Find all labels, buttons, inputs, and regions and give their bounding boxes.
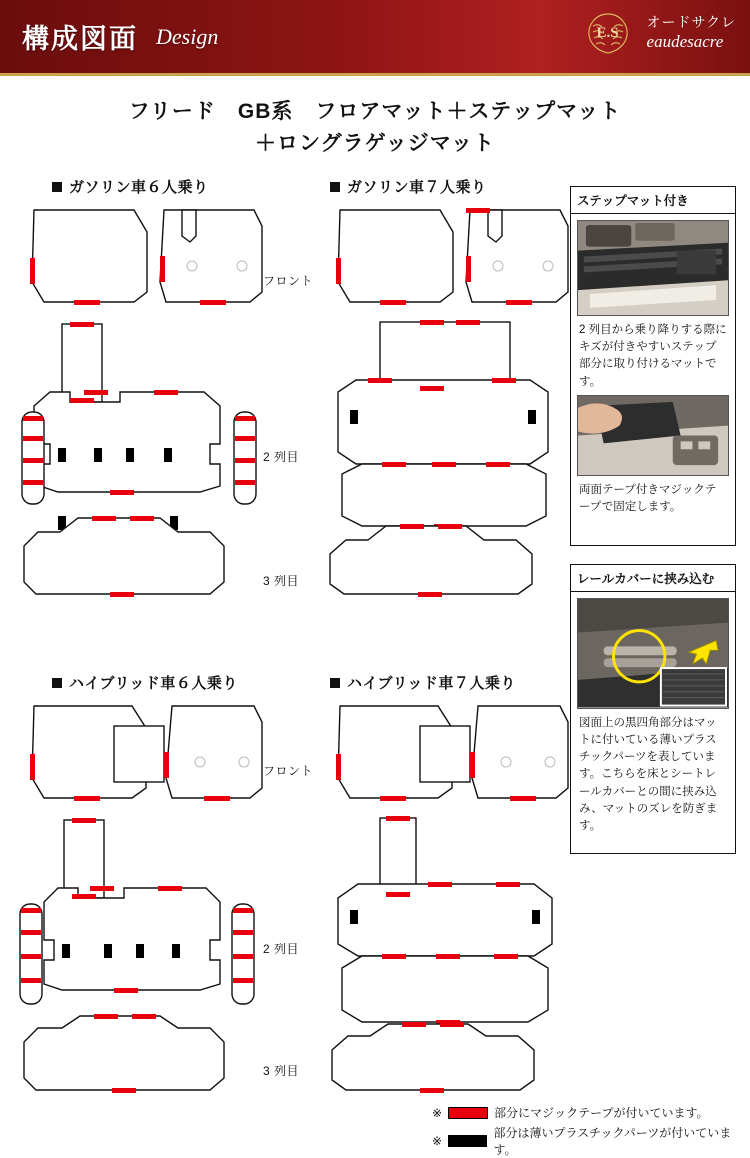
bullet-square-icon — [52, 182, 62, 192]
product-title-line2: ＋ロングラゲッジマット — [255, 131, 495, 155]
car-step-photo — [577, 220, 729, 316]
bullet-square-icon — [52, 678, 62, 688]
bullet-square-icon — [330, 678, 340, 688]
hand-holding-mat-photo — [577, 395, 729, 476]
row-label-front-gas6: フロント — [263, 274, 314, 288]
diagram-gas6 — [14, 196, 264, 616]
footnote-text: 部分は薄いプラスチックパーツが付いています。 — [493, 1126, 732, 1157]
section-label-gas7 — [330, 176, 487, 197]
brand-logo — [579, 8, 736, 58]
diagram-hybrid7 — [320, 692, 570, 1112]
panel-rail-cover-heading: レールカバーに挟み込む — [571, 565, 735, 592]
diagram-gas7 — [320, 196, 570, 616]
swatch-red — [448, 1107, 488, 1119]
product-title-line1: フリード GB系 フロアマット＋ステップマット — [128, 100, 622, 123]
panel-rail-cover-text: 図面上の黒四角部分はマットに付いている薄いプラスチックパーツを表しています。こちらを床とシートレールカバーとの間に挟み込み、マットのズレを防ぎます。 — [579, 716, 718, 833]
page-header — [0, 0, 750, 76]
footnote-text: 部分にマジックテープが付いています。 — [494, 1106, 709, 1120]
section-label-text: ガソリン車７人乗り — [347, 179, 487, 196]
diagram-hybrid6 — [14, 692, 264, 1112]
brand-name-en: eaudesacre — [646, 32, 724, 52]
panel-step-mat-text2: 両面テープ付きマジックテープで固定します。 — [579, 483, 717, 513]
section-label-hybrid6 — [52, 672, 238, 693]
brand-emblem — [579, 8, 637, 58]
panel-step-mat — [570, 186, 736, 546]
section-label-text: ガソリン車６人乗り — [69, 179, 209, 196]
footnote-mark: ※ — [432, 1105, 443, 1120]
row-label-second-gas6: 2 列目 — [263, 450, 300, 464]
swatch-black — [448, 1135, 487, 1147]
footnote-plastic — [432, 1124, 750, 1158]
seat-rail-photo — [577, 598, 729, 709]
section-label-text: ハイブリッド車６人乗り — [69, 675, 238, 692]
brand-name-jp: オードサクレ — [646, 13, 736, 30]
page-subtitle: Design — [156, 23, 219, 49]
row-label-third-hybrid6: 3 列目 — [263, 1064, 300, 1078]
panel-rail-cover — [570, 564, 736, 854]
footnote-mark: ※ — [432, 1134, 443, 1148]
row-label-front-hybrid6: フロント — [263, 764, 314, 778]
footnote-velcro — [432, 1104, 709, 1121]
section-label-text: ハイブリッド車７人乗り — [347, 675, 516, 692]
row-label-second-hybrid6: 2 列目 — [263, 942, 300, 956]
brand-emblem-text: E.S — [596, 24, 619, 41]
page-title: 構成図面 — [22, 24, 138, 54]
row-label-third-gas6: 3 列目 — [263, 574, 300, 588]
section-label-hybrid7 — [330, 672, 516, 693]
product-title — [0, 96, 750, 159]
panel-step-mat-heading: ステップマット付き — [571, 187, 735, 214]
section-label-gas6 — [52, 176, 209, 197]
panel-step-mat-text: 2 列目から乗り降りする際にキズが付きやすいステップ部分に取り付けるマットです。 — [579, 323, 727, 388]
bullet-square-icon — [330, 182, 340, 192]
